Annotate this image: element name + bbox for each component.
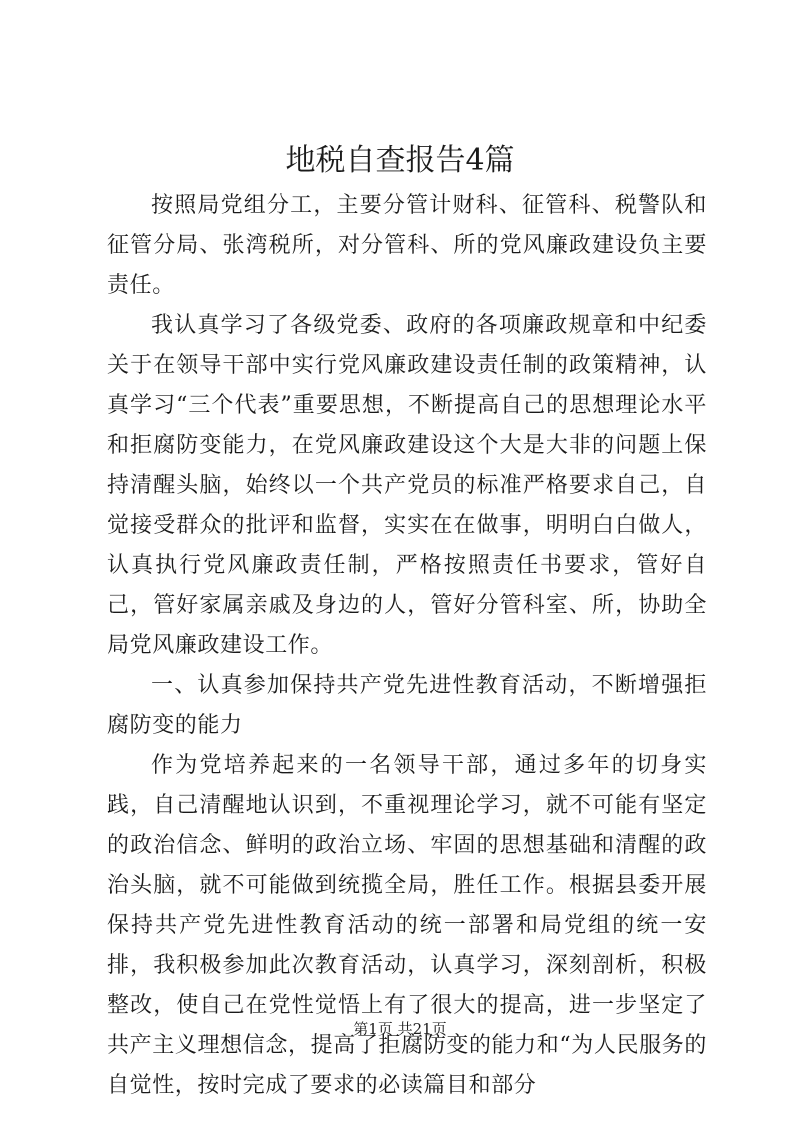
paragraph-education: 作为党培养起来的一名领导干部，通过多年的切身实践，自己清醒地认识到，不重视理论学习，就不可能有坚定的政治信念、鲜明的政治立场、牢固的思想基础和清醒的政治头脑，就不可能做到统揽全局，胜任工作。根据县委开展保持共产党先进性教育活动的统一部署和局党组的统一安排，我积极参加此次教育活动，认真学习，深刻剖析，积极整改，使自己在党性觉悟上有了很大的提高，进一步坚定了共产主义理想信念，提高了拒腐防变的能力和“为人民服务的自觉性，按时完成了要求的必读篇目和部分 <box>107 753 707 1098</box>
page-number: 第1页 共21页 <box>353 1020 447 1038</box>
section-heading-1: 一、认真参加保持共产党先进性教育活动，不断增强拒腐防变的能力 <box>107 673 707 738</box>
document-body <box>107 186 707 1106</box>
document-title: 地税自查报告4篇 <box>285 143 515 178</box>
paragraph-study: 我认真学习了各级党委、政府的各项廉政规章和中纪委关于在领导干部中实行党风廉政建设责任制的政策精神，认真学习“三个代表”重要思想，不断提高自己的思想理论水平和拒腐防变能力，在党风廉政建设这个大是大非的问题上保持清醒头脑，始终以一个共产党员的标准严格要求自己，自觉接受群众的批评和监督，实实在在做事，明明白白做人，认真执行党风廉政责任制，严格按照责任书要求，管好自己，管好家属亲戚及身边的人，管好分管科室、所，协助全局党风廉政建设工作。 <box>107 313 707 658</box>
paragraph-responsibility: 按照局党组分工，主要分管计财科、征管科、税警队和征管分局、张湾税所，对分管科、所的党风廉政建设负主要责任。 <box>107 193 707 298</box>
